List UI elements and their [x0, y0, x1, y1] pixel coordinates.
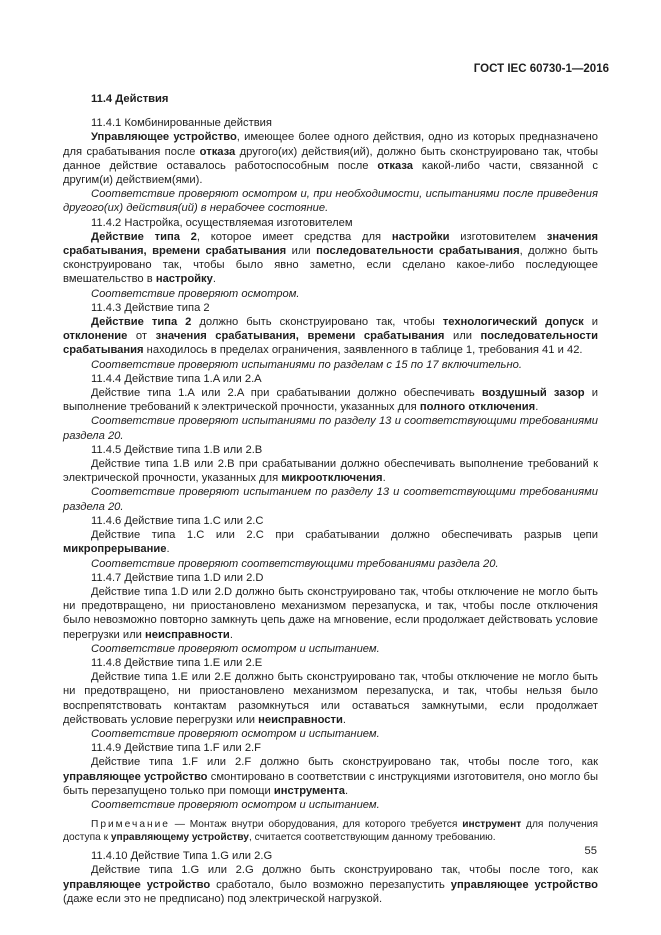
clause-title: 11.4.4 Действие типа 1.A или 2.A — [91, 372, 262, 385]
clause-title: 11.4.6 Действие типа 1.C или 2.C — [91, 514, 264, 527]
clause-text: Действие типа 1.B или 2.B при срабатывании должно обеспечивать выполнение требований к электрической прочности, указанных для микроотключения. — [63, 458, 598, 485]
clause-title: 11.4.9 Действие типа 1.F или 2.F — [91, 742, 262, 755]
compliance-check: Соответствие проверяют осмотром и испытанием. — [91, 798, 380, 811]
compliance-check: Соответствие проверяют соответствующими требованиями раздела 20. — [91, 557, 499, 570]
compliance-check: Соответствие проверяют испытаниями по разделам с 15 по 17 включительно. — [91, 358, 522, 371]
clause-text: Действие типа 1.F или 2.F должно быть сконструировано так, чтобы после того, как управляющее устройство смонтировано в соответствии с инструкциями изготовителя, оно могло бы быть перезапущено только при помощи инструмента. — [63, 756, 599, 797]
document-id: ГОСТ IEC 60730-1—2016 — [473, 63, 609, 75]
clause-text: Действие типа 1.C или 2.C при срабатывании должно обеспечивать разрыв цепи микропрерывание. — [63, 529, 598, 556]
clause-text: Управляющее устройство, имеющее более одного действия, одно из которых предназначено для срабатывания после отказа другого(их) действия(ий), должно быть сконструировано так, чтобы данное действие оставалось работоспособным после отказа какой-либо части, связанной с другим(и) действием(ями). — [63, 131, 599, 187]
compliance-check: Соответствие проверяют испытаниями по разделу 13 и соответствующими требованиями раздела 20. — [63, 415, 598, 442]
clause-title: 11.4.8 Действие типа 1.E или 2.E — [91, 656, 263, 669]
section-title: 11.4 Действия — [91, 93, 169, 105]
clause-title: 11.4.5 Действие типа 1.B или 2.B — [91, 443, 263, 456]
note: Примечание — Монтаж внутри оборудования, для которого требуется инструмент для получения доступа к управляющему устройству, считается соответствующим данному требованию. — [63, 819, 598, 844]
clause-text: Действие типа 1.A или 2.A при срабатывании должно обеспечивать воздушный зазор и выполнение требований к электрической прочности, указанных для полного отключения. — [63, 387, 598, 414]
clause-title: 11.4.3 Действие типа 2 — [91, 301, 210, 314]
page-number: 55 — [584, 845, 597, 857]
clause-text: Действие типа 1.G или 2.G должно быть сконструировано так, чтобы после того, как управляющее устройство сработало, было возможно перезапустить управляющее устройство (даже если это не предписано) под электрической нагрузкой. — [63, 864, 598, 905]
note-label: Примечание — [91, 819, 170, 831]
compliance-check: Соответствие проверяют осмотром и испытанием. — [91, 727, 380, 740]
clause-text: Действие типа 1.D или 2.D должно быть сконструировано так, чтобы отключение не могло быть ни предотвращено, ни приостановлено механизмом перезапуска, и так, чтобы после отключения было невозможно повторно замкнуть цепь даже на мгновение, если продолжает действовать условие перегрузки или неисправности. — [63, 585, 598, 641]
clause-title: 11.4.10 Действие Типа 1.G или 2.G — [91, 850, 273, 863]
compliance-check: Соответствие проверяют осмотром и, при необходимости, испытаниями после приведения другого(их) действия(ий) в нерабочее состояние. — [63, 188, 598, 215]
compliance-check: Соответствие проверяют осмотром. — [91, 287, 300, 300]
clause-text: Действие типа 1.E или 2.E должно быть сконструировано так, чтобы отключение не могло быть ни предотвращено, ни приостановлено механизмом перезапуска, и так, чтобы нельзя было воспрепятствовать контактам разомкнуться или оставаться замкнутыми, если продолжает действовать условие перегрузки или неисправности. — [63, 671, 598, 726]
clause-title: 11.4.2 Настройка, осуществляемая изготовителем — [91, 216, 353, 229]
compliance-check: Соответствие проверяют осмотром и испытанием. — [91, 642, 380, 655]
page-content — [63, 92, 598, 906]
clause-title: 11.4.1 Комбинированные действия — [91, 117, 272, 130]
clause-title: 11.4.7 Действие типа 1.D или 2.D — [91, 571, 264, 584]
clause-text: Действие типа 2 должно быть сконструировано так, чтобы технологический допуск и отклонение от значения срабатывания, времени срабатывания или последовательности срабатывания находилось в пределах ограничения, заявленного в таблице 1, требования 41 и 42. — [63, 316, 598, 357]
clause-text: Действие типа 2, которое имеет средства для настройки изготовителем значения срабатывания, времени срабатывания или последовательности срабатывания, должно быть сконструировано так, чтобы было явно заметно, если сделано какое-либо последующее вмешательство в настройку. — [63, 230, 599, 286]
compliance-check: Соответствие проверяют испытанием по разделу 13 и соответствующими требованиями раздела 20. — [63, 486, 598, 513]
